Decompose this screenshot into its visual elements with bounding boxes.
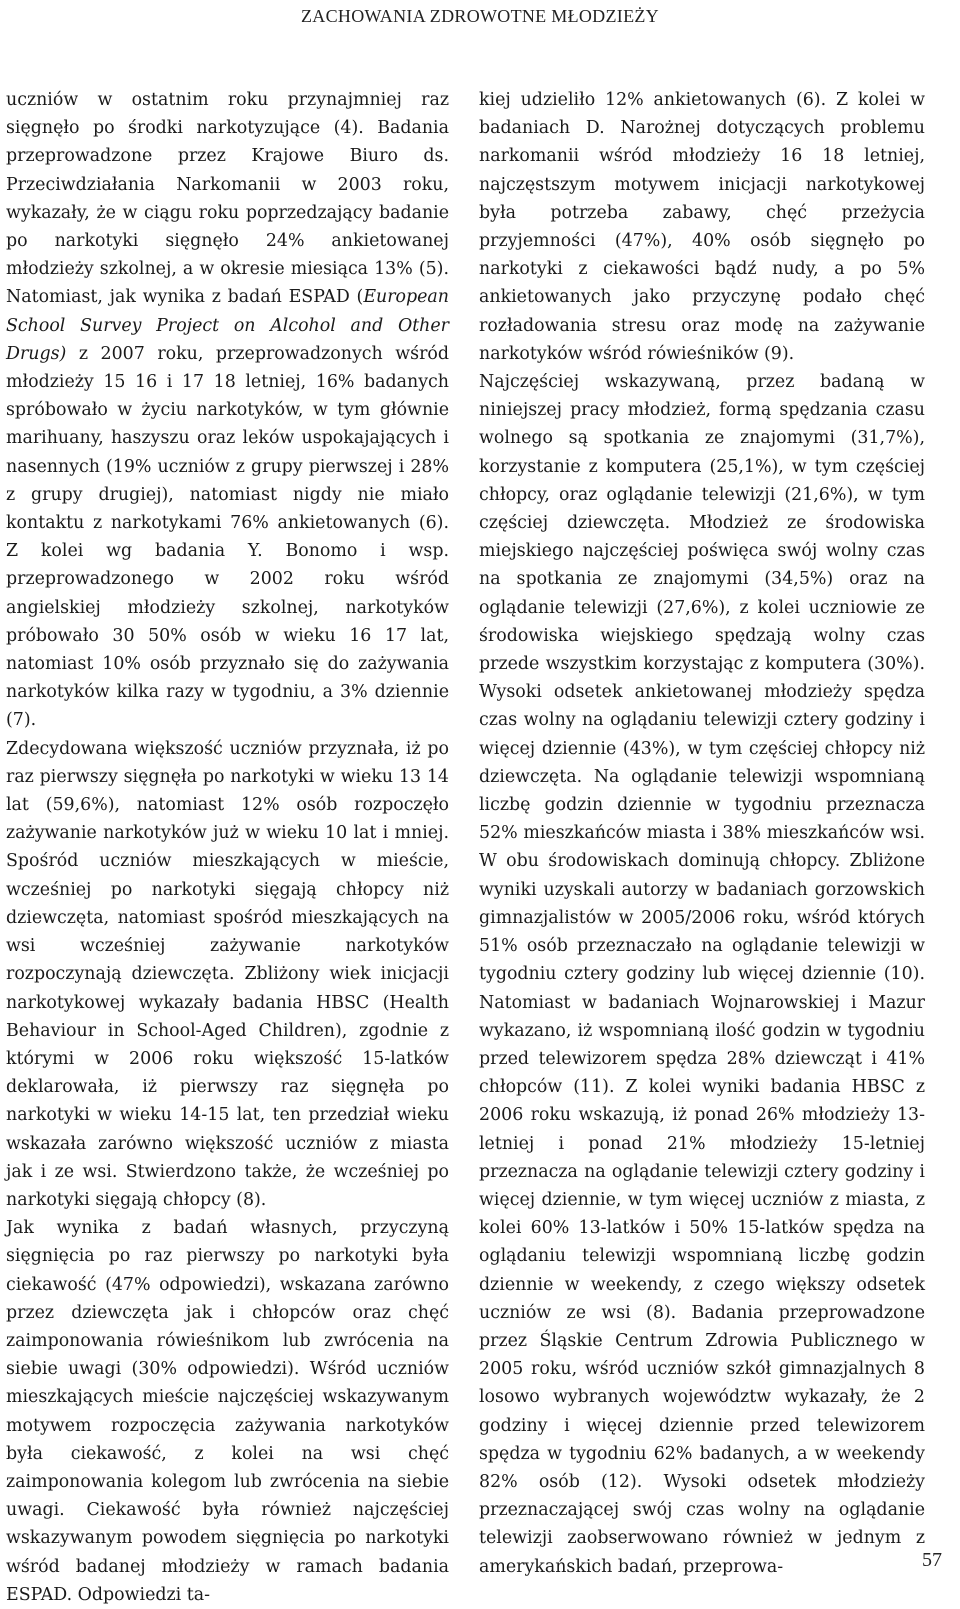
left-text-column [6, 86, 449, 1609]
paragraph-initiation-age: Zdecydowana większość uczniów przyznała, iż po raz pierwszy sięgnęła po narkotyki w wieku 13 14 lat (59,6%), natomiast 12% osób rozpoczęło zażywanie narkotyków już w wieku 10 lat i mniej. Spośród uczniów mieszkających w mieście, wcześniej po narkotyki sięgają chłopcy niż dziewczęta, natomiast spośród mieszkających na wsi wcześniej zażywanie narkotyków rozpoczynają dziewczęta. Zbliżony wiek inicjacji narkotykowej wykazały badania HBSC (Health Behaviour in School-Aged Children), zgodnie z którymi w 2006 roku większość 15-latków deklarowała, iż pierwszy raz sięgnęła po narkotyki w wieku 14-15 lat, ten przedział wieku wskazała zarówno większość uczniów z miasta jak i ze wsi. Stwierdzono także, że wcześniej po narkotyki sięgają chłopcy (8). [6, 738, 449, 1210]
paragraph-drug-prevalence [6, 86, 449, 735]
paragraph-initiation-reasons: Jak wynika z badań własnych, przyczyną sięgnięcia po raz pierwszy po narkotyki była ciekawość (47% odpowiedzi), wskazana zarówno przez dziewczęta jak i chłopców oraz chęć zaimponowania rówieśnikom lub zwrócenia na siebie uwagi (30% odpowiedzi). Wśród uczniów mieszkających mieście najczęściej wskazywanym motywem rozpoczęcia zażywania narkotyków była ciekawość, z kolei na wsi chęć zaimponowania kolegom lub zwrócenia na siebie uwagi. Ciekawość była również najczęściej wskazywanym powodem sięgnięcia po narkotyki wśród badanej młodzieży w ramach badania ESPAD. Odpowiedzi ta- [6, 1218, 449, 1605]
paragraph-free-time: Najczęściej wskazywaną, przez badaną w niniejszej pracy młodzież, formą spędzania czasu wolnego są spotkania ze znajomymi (31,7%), korzystanie z komputera (25,1%), w tym częściej chłopcy, oraz oglądanie telewizji (21,6%), w tym częściej dziewczęta. Młodzież ze środowiska miejskiego najczęściej poświęca swój wolny czas na spotkania ze znajomymi (34,5%) oraz na oglądanie telewizji (27,6%), z kolei uczniowie ze środowiska wiejskiego spędzają wolny czas przede wszystkim korzystając z komputera (30%). Wysoki odsetek ankietowanej młodzieży spędza czas wolny na oglądaniu telewizji cztery godziny i więcej dziennie (43%), w tym częściej chłopcy niż dziewczęta. Na oglądanie telewizji wspomnianą liczbę godzin dziennie w tygodniu przeznacza 52% mieszkańców miasta i 38% mieszkańców wsi. W obu środowiskach dominują chłopcy. Zbliżone wyniki uzyskali autorzy w badaniach gorzowskich gimnazjalistów w 2005/2006 roku, wśród których 51% osób przeznaczało na oglądanie telewizji w tygodniu cztery godziny lub więcej dziennie (10). Natomiast w badaniach Wojnarowskiej i Mazur wykazano, iż wspomnianą ilość godzin w tygodniu przed telewizorem spędza 28% dziewcząt i 41% chłopców (11). Z kolei wyniki badania HBSC z 2006 roku wskazują, iż ponad 26% młodzieży 13-letniej i ponad 21% młodzieży 15-letniej przeznacza na oglądanie telewizji cztery godziny i więcej dziennie, w tym więcej uczniów z miasta, z kolei 60% 13-latków i 50% 15-latków spędza na oglądaniu telewizji wspomnianą liczbę godzin dziennie w weekendy, z czego większy odsetek uczniów ze wsi (8). Badania przeprowadzone przez Śląskie Centrum Zdrowia Publicznego w 2005 roku, wśród uczniów szkół gimnazjalnych 8 losowo wybranych województw wykazały, że 2 godziny i więcej dziennie przed telewizorem spędza w tygodniu 62% badanych, a w weekendy 82% osób (12). Wysoki odsetek młodzieży przeznaczającej swój czas wolny na oglądanie telewizji zaobserwowano również w jednym z amerykańskich badań, przeprowa- [479, 372, 925, 1577]
right-text-column [479, 86, 925, 1581]
paragraph-text: z 2007 roku, przeprowadzonych wśród młodzieży 15 16 i 17 18 letniej, 16% badanych spróbowało w życiu narkotyków, w tym głównie marihuany, haszyszu oraz leków uspokajających i nasennych (19% uczniów z grupy pierwszej i 28% z grupy drugiej), natomiast nigdy nie miało kontaktu z narkotykami 76% ankietowanych (6). Z kolei wg badania Y. Bonomo i wsp. przeprowadzonego w 2002 roku wśród angielskiej młodzieży szkolnej, narkotyków próbowało 30 50% osób w wieku 16 17 lat, natomiast 10% osób przyznało się do zażywania narkotyków kilka razy w tygodniu, a 3% dziennie (7). [6, 343, 449, 731]
running-header: ZACHOWANIA ZDROWOTNE MŁODZIEŻY [301, 6, 659, 26]
paragraph-motives: kiej udzieliło 12% ankietowanych (6). Z kolei w badaniach D. Narożnej dotyczących problemu narkomanii wśród młodzieży 16 18 letniej, najczęstszym motywem inicjacji narkotykowej była potrzeba zabawy, chęć przeżycia przyjemności (47%), 40% osób sięgnęło po narkotyki z ciekawości bądź nudy, a po 5% ankietowanych jako przyczynę podało chęć rozładowania stresu oraz modę na zażywanie narkotyków wśród rówieśników (9). [479, 90, 925, 364]
page-number: 57 [922, 1549, 942, 1571]
espad-full-name: European School Survey Project on Alcohol and Other Drugs) [6, 287, 449, 364]
paragraph-text: uczniów w ostatnim roku przynajmniej raz sięgnęło po środki narkotyzujące (4). Badania przeprowadzone przez Krajowe Biuro ds. Przeciwdziałania Narkomanii w 2003 roku, wykazały, że w ciągu roku poprzedzający badanie po narkotyki sięgnęło 24% ankietowanej młodzieży szkolnej, a w okresie miesiąca 13% (5). Natomiast, jak wynika z badań ESPAD ( [6, 90, 449, 308]
